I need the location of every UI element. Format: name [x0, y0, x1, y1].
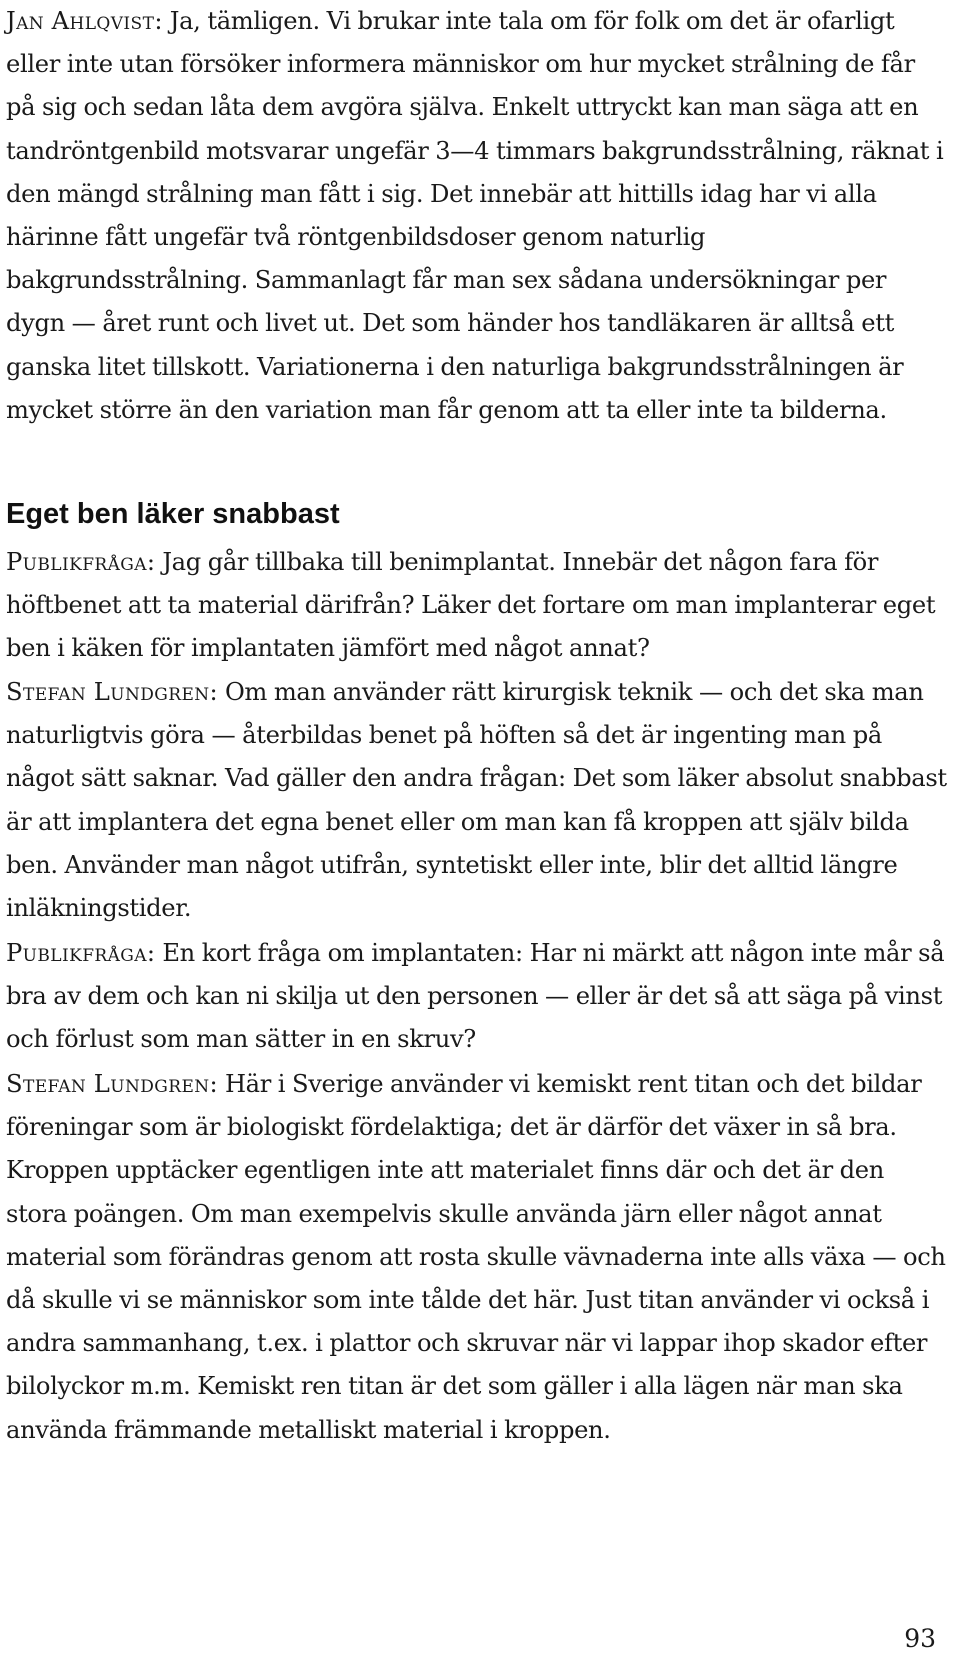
- paragraph-answer-jan-ahlqvist: [6, 0, 948, 432]
- paragraph-text: Om man använder rätt kirurgisk teknik — och det ska man naturligtvis göra — återbildas benet på höften så det är ingenting man på något sätt saknar. Vad gäller den andra frågan: Det som läker absolut snabbast är att implantera det egna benet eller om man kan få kroppen att själv bilda ben. Använder man något utifrån, syntetiskt eller inte, blir det alltid längre inläkningstider.: [6, 678, 947, 923]
- speaker-name: Publikfråga:: [6, 548, 156, 576]
- section-heading: Eget ben läker snabbast: [6, 498, 340, 530]
- paragraph-text: Ja, tämligen. Vi brukar inte tala om för folk om det är ofarligt eller inte utan försöker informera människor om hur mycket strålning de får på sig och sedan låta dem avgöra själva. Enkelt uttryckt kan man säga att en tandröntgenbild motsvarar ungefär 3—4 timmars bakgrundsstrålning, räknat i den mängd strålning man fått i sig. Det innebär att hittills idag har vi alla härinne fått ungefär två röntgenbildsdoser genom naturlig bakgrundsstrålning. Sammanlagt får man sex sådana undersökningar per dygn — året runt och livet ut. Det som händer hos tandläkaren är alltså ett ganska litet tillskott. Variationerna i den naturliga bakgrundsstrålningen är mycket större än den variation man får genom att ta eller inte ta bilderna.: [6, 7, 944, 424]
- speaker-name: Jan Ahlqvist:: [6, 7, 163, 35]
- paragraph-answer-stefan-lundgren: [6, 1063, 948, 1452]
- speaker-name: Publikfråga:: [6, 939, 156, 967]
- paragraph-answer-stefan-lundgren: [6, 671, 948, 930]
- page-number: 93: [904, 1624, 936, 1653]
- paragraph-audience-question: [6, 541, 948, 671]
- speaker-name: Stefan Lundgren:: [6, 1070, 219, 1098]
- paragraph-text: En kort fråga om implantaten: Har ni märkt att någon inte mår så bra av dem och kan ni skilja ut den personen — eller är det så att säga på vinst och förlust som man sätter in en skruv?: [6, 939, 945, 1054]
- paragraph-audience-question: [6, 932, 948, 1062]
- paragraph-text: Här i Sverige använder vi kemiskt rent titan och det bildar föreningar som är biologiskt fördelaktiga; det är därför det växer in så bra. Kroppen upptäcker egentligen inte att materialet finns där och det är den stora poängen. Om man exempelvis skulle använda järn eller något annat material som förändras genom att rosta skulle vävnaderna inte alls växa — och då skulle vi se människor som inte tålde det här. Just titan använder vi också i andra sammanhang, t.ex. i plattor och skruvar när vi lappar ihop skador efter bilolyckor m.m. Kemiskt ren titan är det som gäller i alla lägen när man ska använda främmande metalliskt material i kroppen.: [6, 1070, 946, 1444]
- speaker-name: Stefan Lundgren:: [6, 678, 219, 706]
- paragraph-text: Jag går tillbaka till benimplantat. Innebär det någon fara för höftbenet att ta material därifrån? Läker det fortare om man implanterar eget ben i käken för implantaten jämfört med något annat?: [6, 548, 936, 663]
